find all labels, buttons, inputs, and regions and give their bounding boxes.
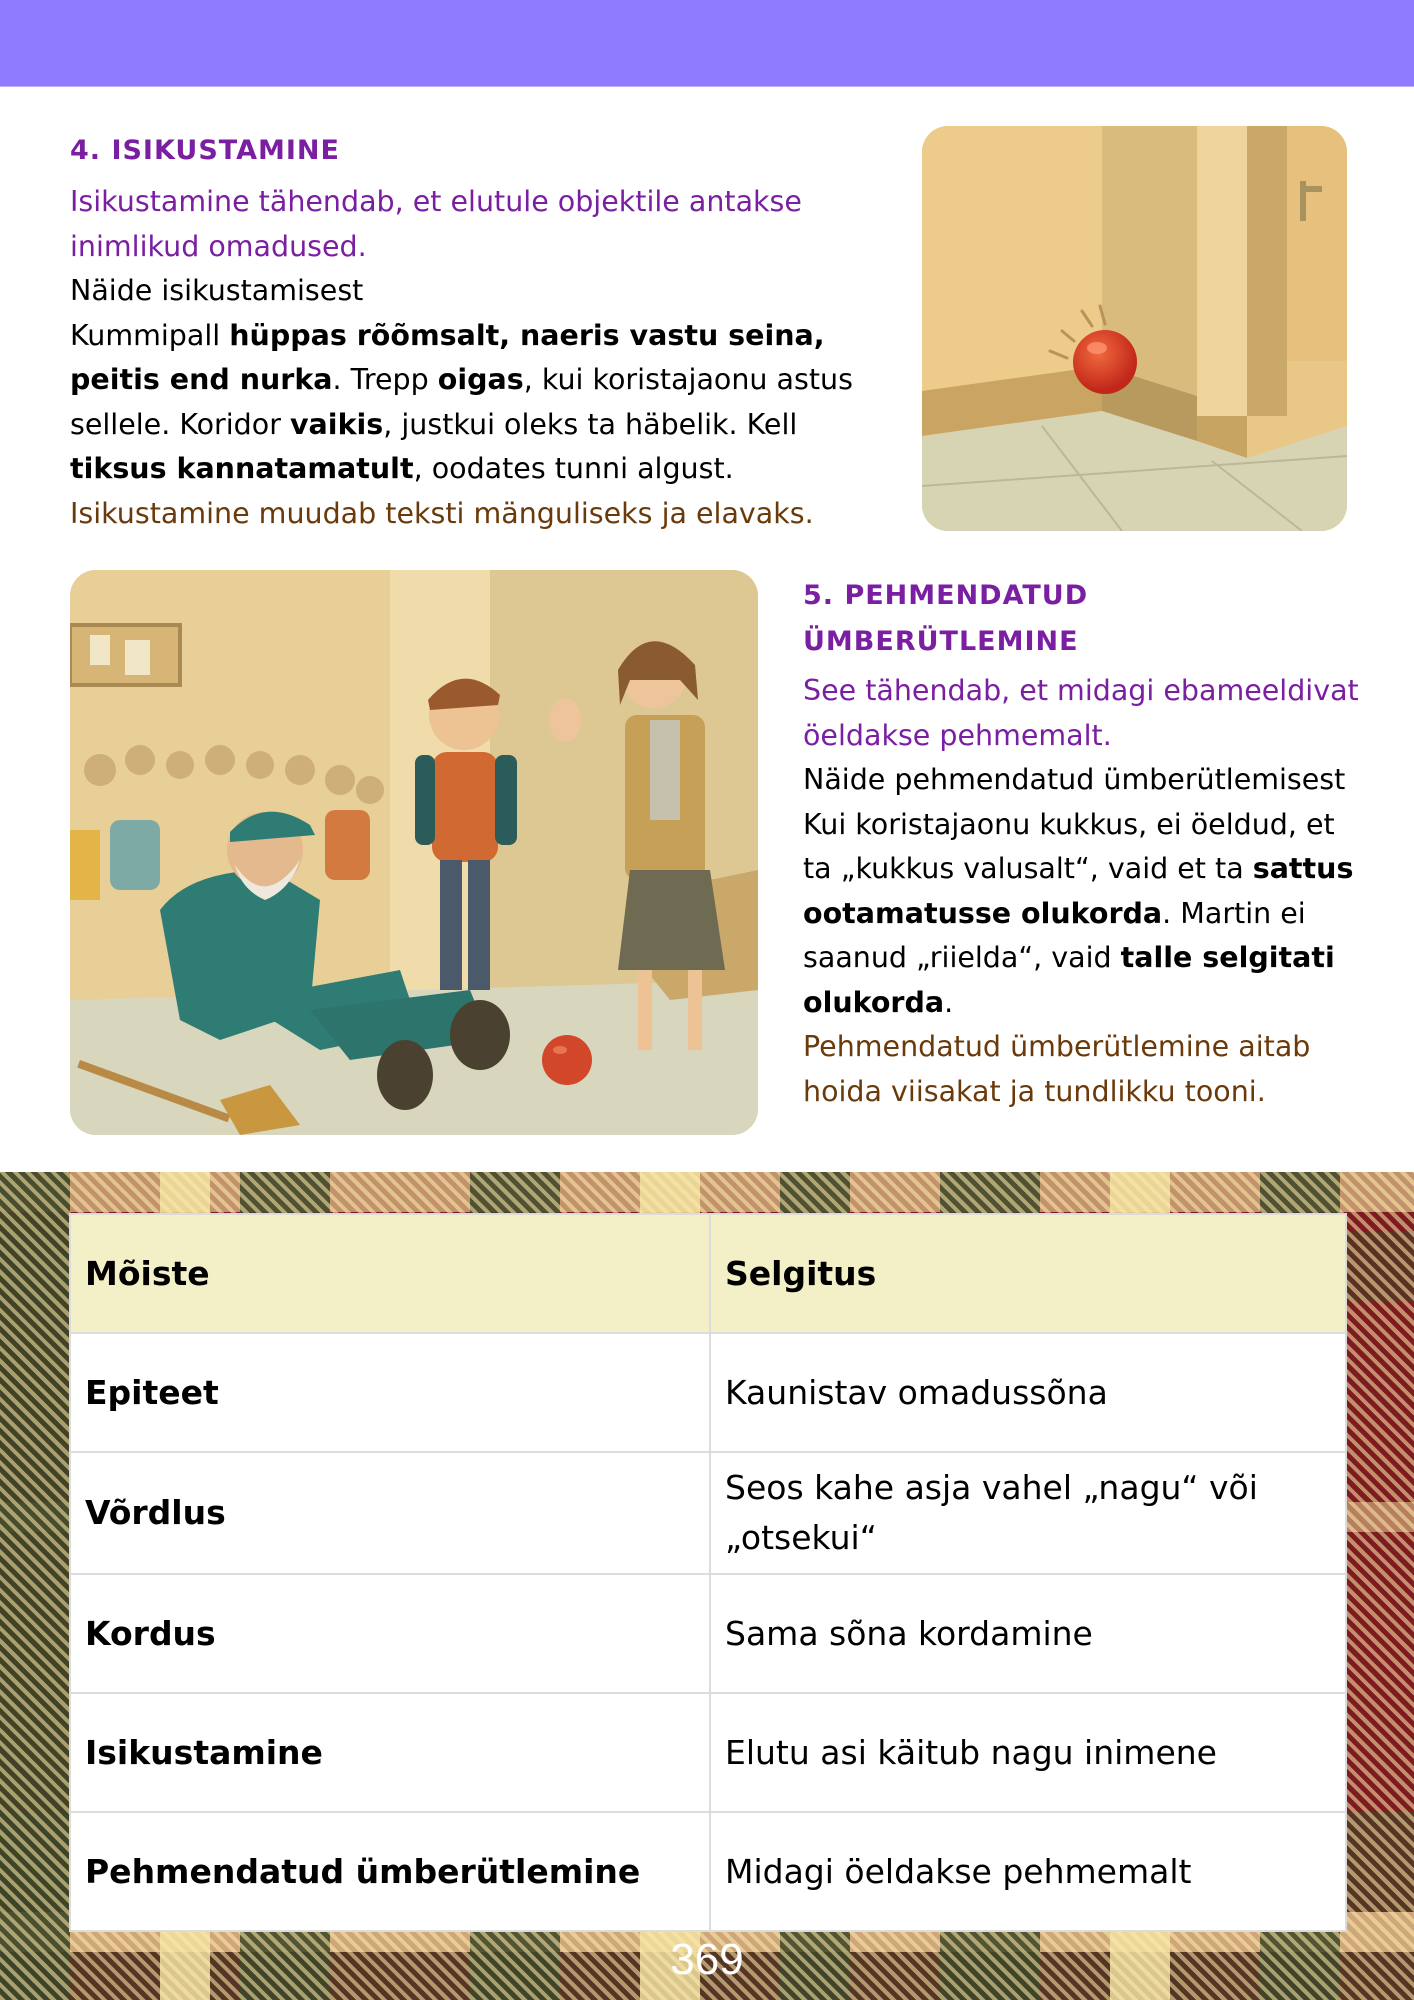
term-cell: Võrdlus: [70, 1452, 710, 1574]
table-row: [70, 1693, 1346, 1812]
definition-cell: Elutu asi käitub nagu inimene: [710, 1693, 1346, 1812]
example-text: [803, 803, 1363, 1026]
example-segment: . Trepp: [332, 363, 438, 396]
term-cell: Pehmendatud ümberütlemine: [70, 1812, 710, 1931]
term-cell: Epiteet: [70, 1333, 710, 1452]
table-row: [70, 1333, 1346, 1452]
definition-cell: Midagi öeldakse pehmemalt: [710, 1812, 1346, 1931]
conclusion-text: Isikustamine muudab teksti mänguliseks ja elavaks.: [70, 496, 814, 530]
example-segment: , oodates tunni algust.: [413, 452, 734, 485]
red-ball-corridor-illustration: [922, 126, 1347, 531]
column-header-selgitus: Selgitus: [710, 1214, 1346, 1333]
table-row: [70, 1812, 1346, 1931]
table-row: [70, 1574, 1346, 1693]
table-row: [70, 1452, 1346, 1574]
example-segment-bold: tiksus kannatamatult: [70, 452, 414, 485]
example-segment-bold: hüppas rõõmsalt, naeris vastu seina, peitis end nurka: [70, 318, 825, 396]
example-segment: Kummipall: [70, 318, 230, 352]
section-title: 5. PEHMENDATUD ÜMBERÜTLEMINE: [803, 580, 1089, 657]
definition-cell: Seos kahe asja vahel „nagu“ või „otsekui“: [710, 1452, 1346, 1574]
example-segment: .: [944, 985, 954, 1019]
example-segment-bold: sattus ootamatusse olukorda: [803, 852, 1354, 930]
header-band: [0, 0, 1414, 87]
concepts-table: [69, 1213, 1347, 1932]
example-segment-bold: talle selgitati olukorda: [803, 941, 1335, 1019]
fallen-janitor-illustration: [70, 570, 758, 1135]
definition-text: Isikustamine tähendab, et elutule objektile antakse inimlikud omadused.: [70, 185, 802, 263]
term-cell: Isikustamine: [70, 1693, 710, 1812]
example-segment-bold: oigas: [437, 363, 524, 396]
example-label: Näide isikustamisest: [70, 274, 364, 307]
example-segment: , justkui oleks ta häbelik. Kell: [383, 407, 798, 441]
concepts-table-container: [69, 1213, 1347, 1932]
example-label: Näide pehmendatud ümberütlemisest: [803, 763, 1346, 796]
table-header-row: [70, 1214, 1346, 1333]
definition-cell: Sama sõna kordamine: [710, 1574, 1346, 1693]
term-cell: Kordus: [70, 1574, 710, 1693]
example-segment-bold: vaikis: [289, 407, 384, 441]
example-segment: . Martin ei saanud „riielda“, vaid: [803, 896, 1306, 974]
example-text: [70, 314, 900, 492]
definition-cell: Kaunistav omadussõna: [710, 1333, 1346, 1452]
conclusion-text: Pehmendatud ümberütlemine aitab hoida viisakat ja tundlikku tooni.: [803, 1030, 1311, 1108]
section-isikustamine: [70, 128, 900, 536]
section-pehmendatud-umberutlemine: [803, 573, 1363, 1114]
example-segment: , kui koristajaonu astus sellele. Koridor: [70, 363, 853, 441]
definition-text: See tähendab, et midagi ebameeldivat öeldakse pehmemalt.: [803, 674, 1359, 752]
page-number: 369: [670, 1935, 744, 1984]
column-header-moiste: Mõiste: [70, 1214, 710, 1333]
example-segment: Kui koristajaonu kukkus, ei öeldud, et ta „kukkus valusalt“, vaid et ta: [803, 807, 1335, 885]
section-title: 4. ISIKUSTAMINE: [70, 135, 340, 166]
